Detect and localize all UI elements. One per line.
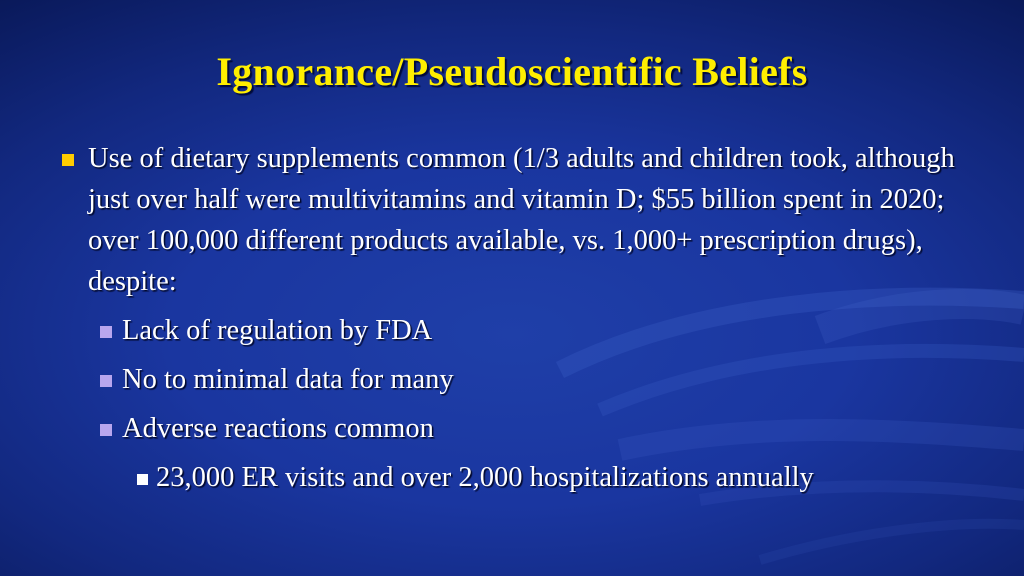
bullet-text: Use of dietary supplements common (1/3 adults and children took, although just over half were multivitamins and vitamin D; $55 billion spent in 2020; over 100,000 different products available, vs. 1,000+ prescription drugs), despite: <box>88 143 955 297</box>
square-bullet-icon <box>100 326 112 338</box>
square-bullet-icon <box>137 474 148 485</box>
bullet-text: Lack of regulation by FDA <box>122 315 433 346</box>
square-bullet-icon <box>100 375 112 387</box>
slide-title: Ignorance/Pseudoscientific Beliefs <box>216 49 808 94</box>
bullet-item-level3 <box>134 453 960 502</box>
bullet-text: No to minimal data for many <box>122 364 454 395</box>
bullet-text: Adverse reactions common <box>122 413 434 444</box>
bullet-list <box>60 138 960 502</box>
bullet-item-level2 <box>98 355 960 404</box>
square-bullet-icon <box>62 154 74 166</box>
square-bullet-icon <box>100 424 112 436</box>
bullet-text: 23,000 ER visits and over 2,000 hospitalizations annually <box>156 462 814 493</box>
bullet-item-level2 <box>98 306 960 355</box>
bullet-item-level1 <box>60 138 960 302</box>
bullet-item-level2 <box>98 404 960 453</box>
